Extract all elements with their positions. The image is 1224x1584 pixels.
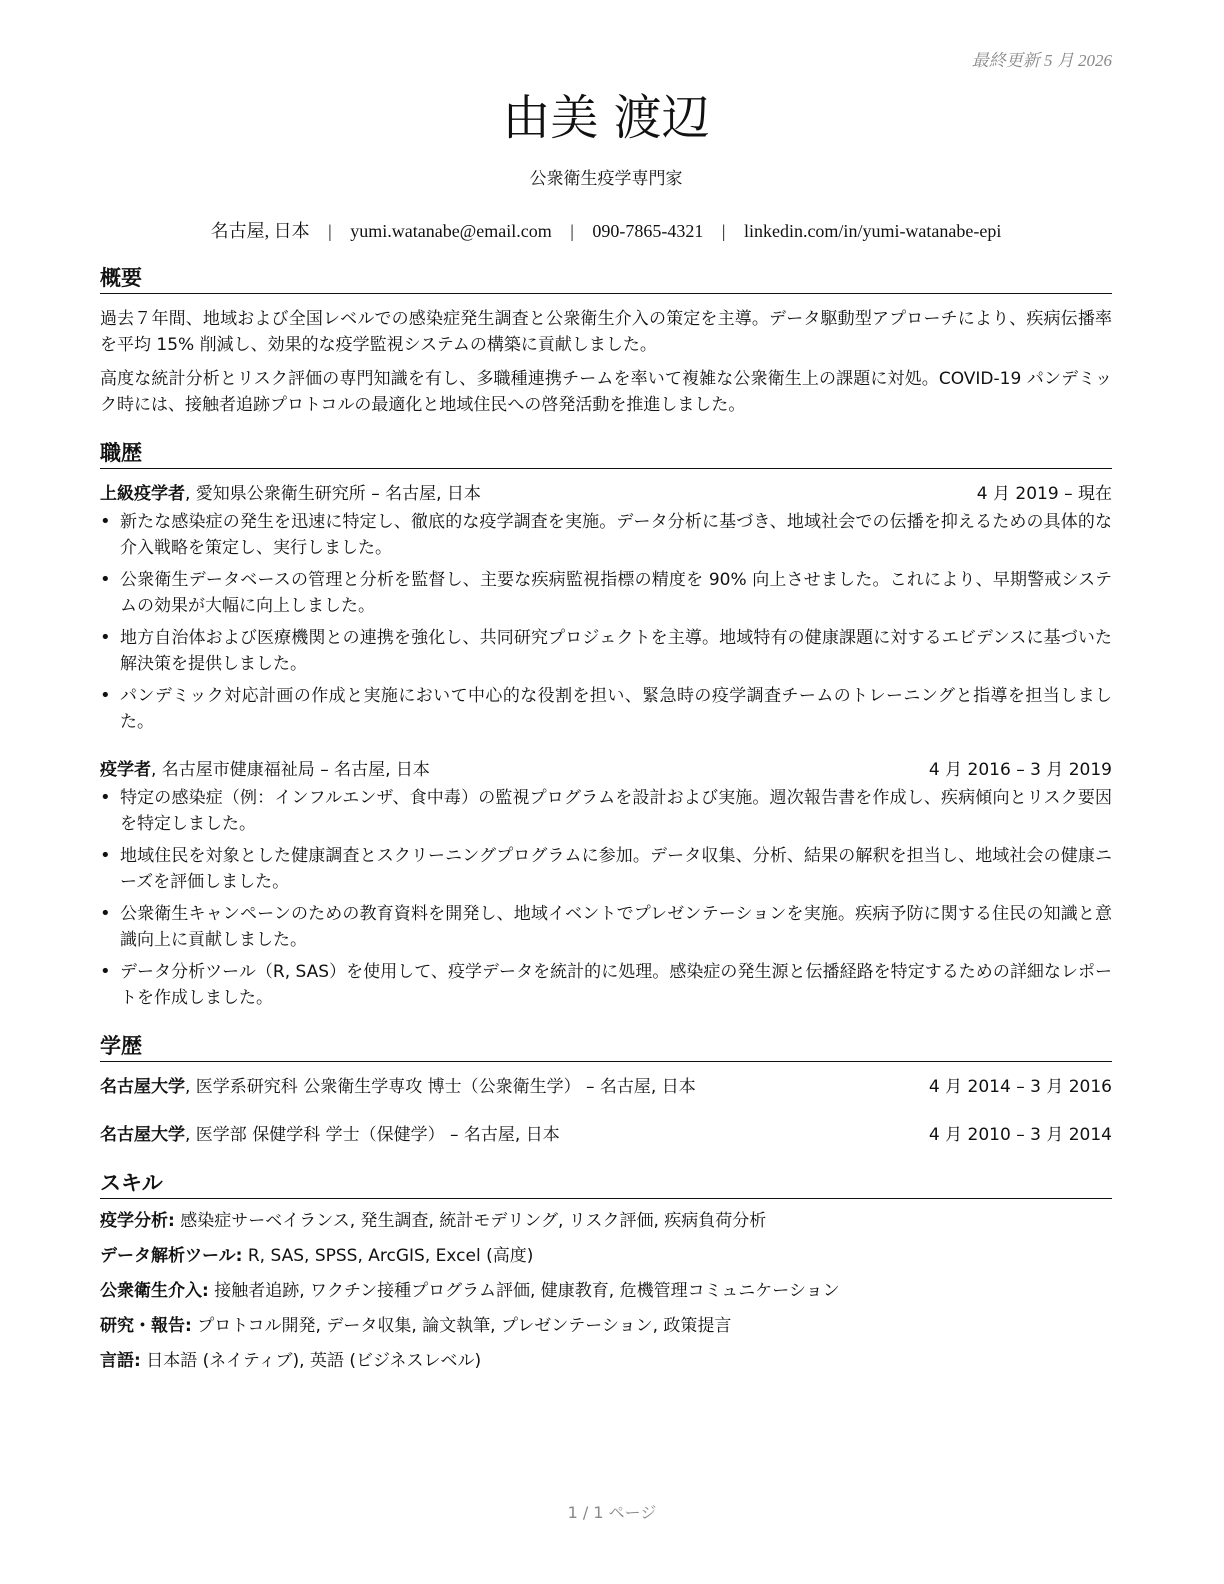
school-name: 名古屋大学 <box>100 1125 185 1145</box>
bullet-item: • 地域住民を対象とした健康調査とスクリーニングプログラムに参加。データ収集、分析、結果の解釈を担当し、地域社会の健康ニーズを評価しました。 <box>120 843 1112 895</box>
job-dates: 4 月 2019 – 現在 <box>976 484 1112 504</box>
skill-value: プロトコル開発, データ収集, 論文執筆, プレゼンテーション, 政策提言 <box>191 1316 732 1336</box>
bullet-item: • 公衆衛生キャンペーンのための教育資料を開発し、地域イベントでプレゼンテーションを実施。疾病予防に関する住民の知識と意識向上に貢献しました。 <box>120 901 1112 953</box>
skill-label: 公衆衛生介入: <box>100 1281 209 1301</box>
job-organization: , 名古屋市健康福祉局 – 名古屋, 日本 <box>151 760 430 780</box>
skill-row <box>100 1313 1112 1339</box>
experience-entry <box>100 757 1112 1011</box>
section-title-education: 学歴 <box>100 1033 1112 1062</box>
bullet-list <box>100 509 1112 735</box>
bullet-item: • 新たな感染症の発生を迅速に特定し、徹底的な疫学調査を実施。データ分析に基づき、地域社会での伝播を抑えるための具体的な介入戦略を策定し、実行しました。 <box>120 509 1112 561</box>
contact-email[interactable]: yumi.watanabe@email.com <box>350 221 552 241</box>
job-organization: , 愛知県公衆衛生研究所 – 名古屋, 日本 <box>185 484 481 504</box>
skill-label: データ解析ツール: <box>100 1246 243 1266</box>
resume-page <box>100 0 1112 1374</box>
entry-title <box>100 481 481 507</box>
summary-paragraph: 過去７年間、地域および全国レベルでの感染症発生調査と公衆衛生介入の策定を主導。データ駆動型アプローチにより、疾病伝播率を平均 15% 削減し、効果的な疫学監視システムの構築に貢献しました。 <box>100 309 1112 355</box>
experience-section <box>100 440 1112 1011</box>
contact-separator: | <box>570 221 574 241</box>
bullet-item: • 公衆衛生データベースの管理と分析を監督し、主要な疾病監視指標の精度を 90% 向上させました。これにより、早期警戒システムの効果が大幅に向上しました。 <box>120 567 1112 619</box>
job-role: 上級疫学者 <box>100 484 185 504</box>
candidate-name: 由美 渡辺 <box>502 90 710 146</box>
skill-label: 研究・報告: <box>100 1316 192 1336</box>
contact-linkedin[interactable]: linkedin.com/in/yumi-watanabe-epi <box>743 221 1002 241</box>
bullet-item: • パンデミック対応計画の作成と実施において中心的な役割を担い、緊急時の疫学調査チームのトレーニングと指導を担当しました。 <box>120 683 1112 735</box>
job-role: 疫学者 <box>100 760 151 780</box>
skill-row <box>100 1348 1112 1374</box>
last-updated: 最終更新 5 月 2026 <box>971 51 1112 70</box>
bullet-list <box>100 785 1112 1011</box>
contact-phone: 090-7865-4321 <box>592 221 704 241</box>
education-entry <box>100 1074 1112 1100</box>
entry-header <box>100 481 1112 507</box>
education-dates: 4 月 2010 – 3 月 2014 <box>928 1125 1112 1145</box>
skill-label: 疫学分析: <box>100 1211 175 1231</box>
entry-title <box>100 757 430 783</box>
skills-section <box>100 1170 1112 1374</box>
school-name: 名古屋大学 <box>100 1077 185 1097</box>
headline: 公衆衛生疫学専門家 <box>529 169 683 189</box>
education-dates: 4 月 2014 – 3 月 2016 <box>928 1077 1112 1097</box>
degree-detail: , 医学部 保健学科 学士（保健学） – 名古屋, 日本 <box>185 1125 560 1145</box>
education-entry <box>100 1122 1112 1148</box>
education-title <box>100 1122 560 1148</box>
page-number: 1 / 1 ページ <box>567 1503 657 1522</box>
contact-location: 名古屋, 日本 <box>210 221 310 241</box>
skill-value: 接触者追跡, ワクチン接種プログラム評価, 健康教育, 危機管理コミュニケーション <box>208 1281 840 1301</box>
skill-value: R, SAS, SPSS, ArcGIS, Excel (高度) <box>242 1246 534 1266</box>
education-section <box>100 1033 1112 1148</box>
education-title <box>100 1074 696 1100</box>
skill-row <box>100 1243 1112 1269</box>
skill-label: 言語: <box>100 1351 141 1371</box>
bullet-item: • データ分析ツール（R, SAS）を使用して、疫学データを統計的に処理。感染症の発生源と伝播経路を特定するための詳細なレポートを作成しました。 <box>120 959 1112 1011</box>
job-dates: 4 月 2016 – 3 月 2019 <box>928 760 1112 780</box>
bullet-item: • 特定の感染症（例：インフルエンザ、食中毒）の監視プログラムを設計および実施。週次報告書を作成し、疾病傾向とリスク要因を特定しました。 <box>120 785 1112 837</box>
contact-separator: | <box>721 221 726 241</box>
contact-separator: | <box>328 221 332 241</box>
skill-value: 日本語 (ネイティブ), 英語 (ビジネスレベル) <box>140 1351 482 1371</box>
skill-row <box>100 1208 1112 1234</box>
section-title-experience: 職歴 <box>100 440 1112 469</box>
bullet-item: • 地方自治体および医療機関との連携を強化し、共同研究プロジェクトを主導。地域特有の健康課題に対するエビデンスに基づいた解決策を提供しました。 <box>120 625 1112 677</box>
summary-paragraph: 高度な統計分析とリスク評価の専門知識を有し、多職種連携チームを率いて複雑な公衆衛生上の課題に対処。COVID-19 パンデミック時には、接触者追跡プロトコルの最適化と地域住民への啓発活動を推進しました。 <box>100 369 1112 415</box>
experience-entry <box>100 481 1112 735</box>
skill-value: 感染症サーベイランス, 発生調査, 統計モデリング, リスク評価, 疾病負荷分析 <box>174 1211 767 1231</box>
section-title-skills: スキル <box>100 1170 1112 1199</box>
contact-line <box>100 217 1112 243</box>
degree-detail: , 医学系研究科 公衆衛生学専攻 博士（公衆衛生学） – 名古屋, 日本 <box>185 1077 696 1097</box>
summary-section <box>100 265 1112 418</box>
skill-row <box>100 1278 1112 1304</box>
section-title-summary: 概要 <box>100 265 1112 294</box>
entry-header <box>100 757 1112 783</box>
